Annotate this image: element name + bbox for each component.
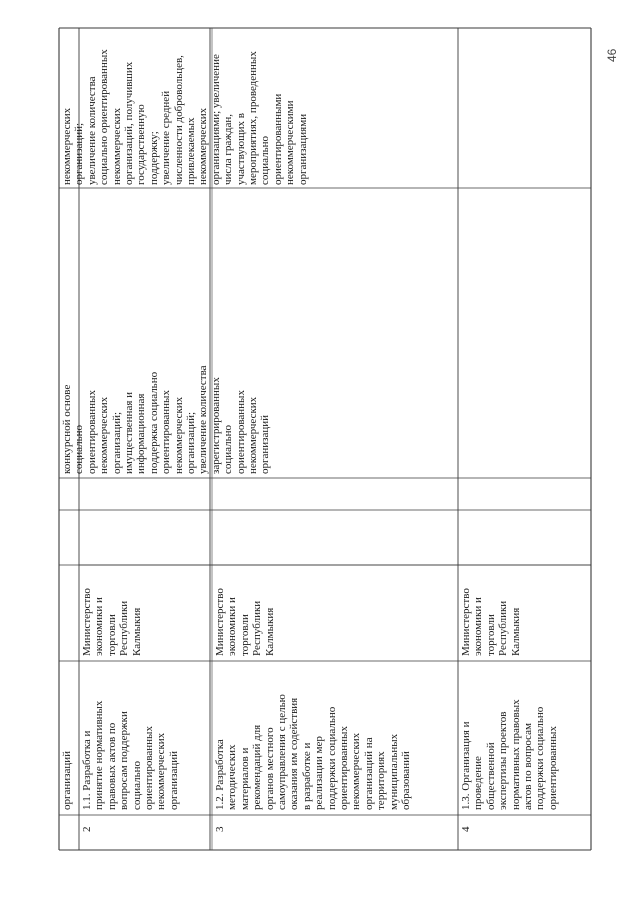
indicator-text-line: привлекаемых — [185, 117, 197, 185]
indicator-text-line: социально ориентированных — [98, 49, 111, 185]
indicator-text-line: увеличение количества — [85, 76, 98, 185]
indicator-text-line: социально — [259, 135, 272, 185]
indicator-text-line: поддержку; — [147, 131, 160, 185]
activity-name-line: экспертизы проектов — [497, 711, 510, 810]
activity-name-line: 1.2. Разработка — [214, 739, 226, 810]
executor-line: Министерство — [460, 588, 472, 656]
activity-name-line: 1.1. Разработка и — [81, 730, 93, 810]
activity-name-line: некоммерческих — [155, 732, 168, 810]
indicator-text-line: организациями — [296, 113, 309, 185]
indicator-text-line: организациями; увеличение — [209, 54, 222, 185]
executor-line: Республики — [497, 600, 510, 656]
executor-line: Калмыкия — [130, 607, 143, 656]
executor-line: торговли — [484, 614, 497, 656]
activity-name-line: самоуправления с целью — [276, 694, 288, 810]
result-text-line: социально — [73, 424, 86, 474]
activity-name-line: ориентированных — [143, 726, 155, 810]
executor-line: Республики — [118, 600, 131, 656]
result-text-line: некоммерческих — [247, 396, 259, 474]
row-number: 2 — [81, 826, 93, 832]
activity-name-line: поддержки социально — [534, 706, 547, 810]
result-text-line: организаций; — [185, 411, 197, 474]
indicator-text-line: некоммерческих — [61, 107, 73, 185]
indicator-text-line: организаций, получивших — [123, 61, 135, 185]
activity-name-line: оказания им содействия — [288, 697, 301, 810]
result-text-line: организаций; — [110, 411, 123, 474]
indicator-text-line: участвующих в — [234, 113, 247, 185]
activity-name-line: вопросам поддержки — [118, 711, 131, 810]
executor-line: экономики и — [226, 597, 239, 656]
activity-name-line: проведение — [472, 756, 485, 810]
indicator-text-line: численности добровольцев, — [172, 55, 185, 185]
result-text-line: зарегистрированных — [209, 377, 222, 474]
result-text-line: поддержка социально — [147, 371, 160, 474]
executor-line: торговли — [105, 614, 118, 656]
indicator-text-line: ориентированными — [271, 93, 284, 185]
result-text-line: социально — [222, 424, 235, 474]
executor-line: экономики и — [93, 597, 106, 656]
result-text-line: увеличение количества — [197, 365, 210, 474]
activity-name-line: рекомендаций для — [251, 724, 264, 810]
activity-name-line: органов местного — [263, 727, 276, 810]
indicator-text-line: некоммерческими — [284, 100, 297, 185]
activity-name-line: актов по вопросам — [522, 723, 534, 810]
activity-name-line: муниципальных — [387, 733, 400, 810]
indicator-text-line: мероприятиях, проведенных — [247, 51, 259, 185]
indicator-text-line: увеличение средней — [160, 90, 173, 185]
indicator-text-line: некоммерческих — [197, 107, 210, 185]
indicator-text-line: организаций; — [73, 122, 86, 185]
activity-name-line: территориях — [375, 751, 388, 810]
executor-line: экономики и — [472, 597, 485, 656]
activity-name-line: 1.3. Организация и — [460, 721, 472, 810]
executor-line: Калмыкия — [263, 607, 276, 656]
result-text-line: ориентированных — [85, 390, 98, 474]
indicator-text-line: некоммерческих — [110, 107, 123, 185]
activity-name-line: методических — [226, 744, 239, 810]
result-text-line: имущественная и — [123, 391, 135, 474]
executor-line: Республики — [251, 600, 264, 656]
result-text-line: информационная — [135, 393, 148, 474]
activity-name-line: поддержки социально — [325, 706, 338, 810]
executor-line: Министерство — [214, 588, 226, 656]
activity-name-line: материалов и — [238, 747, 251, 810]
activity-name-line: организаций — [167, 750, 180, 810]
result-text-line: конкурсной основе — [61, 384, 73, 474]
activity-name-line: нормативных правовых — [509, 699, 522, 810]
activity-name-line: ориентированных — [546, 726, 559, 810]
result-text-line: организаций — [259, 414, 272, 474]
indicator-text-line: числа граждан, — [222, 113, 235, 185]
row-number: 4 — [460, 826, 472, 832]
executor-line: Министерство — [81, 588, 93, 656]
result-text-line: ориентированных — [160, 390, 173, 474]
result-text-line: ориентированных — [234, 390, 247, 474]
activity-name-line: социально — [130, 760, 143, 810]
continued-name-cell: организаций — [61, 750, 73, 810]
result-text-line: некоммерческих — [98, 396, 111, 474]
indicator-text-line: государственную — [135, 104, 148, 185]
executor-line: торговли — [238, 614, 251, 656]
activity-name-line: правовых актов по — [105, 722, 118, 810]
result-text-line: некоммерческих — [172, 396, 185, 474]
activity-name-line: в разработке и — [300, 742, 313, 810]
activity-name-line: образований — [400, 751, 412, 810]
row-number: 3 — [214, 826, 226, 832]
activity-name-line: ориентированных — [338, 726, 350, 810]
activity-name-line: реализации мер — [313, 736, 326, 810]
executor-line: Калмыкия — [509, 607, 522, 656]
activity-name-line: общественной — [484, 742, 497, 810]
activity-name-line: организаций на — [362, 737, 375, 810]
page-number: 46 — [605, 48, 619, 62]
activity-name-line: принятие нормативных — [93, 700, 106, 810]
activity-name-line: некоммерческих — [350, 732, 363, 810]
